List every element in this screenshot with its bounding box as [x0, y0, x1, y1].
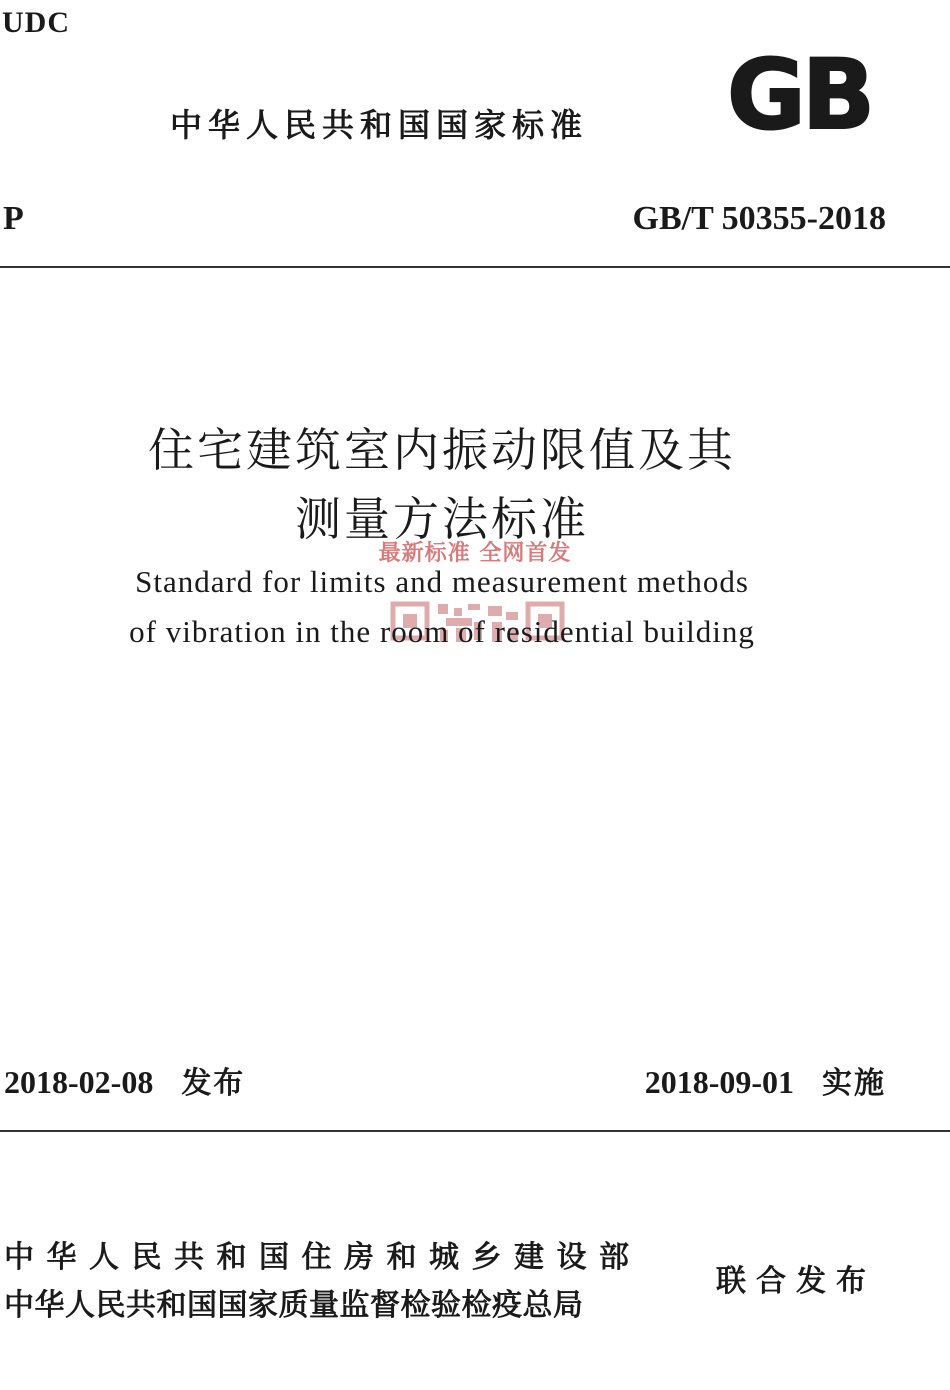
issuer-aqsiq: 中华人民共和国国家质量监督检验检疫总局 [4, 1288, 584, 1323]
implement-info [645, 1058, 886, 1102]
title-zh-line2: 测量方法标准 [295, 492, 589, 546]
title-zh-line1: 住宅建筑室内振动限值及其 [148, 423, 736, 477]
udc-label: UDC [2, 6, 70, 39]
watermark-text: 最新标准 全网首发 [378, 541, 572, 566]
title-en-line1: Standard for limits and measurement methods [135, 564, 749, 599]
title-en-line2: of vibration in the room of residential building [129, 614, 755, 649]
gb-logo [708, 48, 890, 140]
top-divider [0, 266, 950, 268]
classification-code: P [3, 200, 24, 237]
publish-label: 发布 [181, 1066, 246, 1101]
implement-date: 2018-09-01 [644, 1064, 794, 1100]
implement-label: 实施 [822, 1066, 886, 1101]
bottom-divider [0, 1130, 950, 1132]
issuer-ministry-housing: 中华人民共和国住房和城乡建设部 [4, 1240, 642, 1275]
joint-issue-label: 联合发布 [716, 1264, 876, 1299]
gb-logo-text: GB [727, 48, 871, 140]
standard-number: GB/T 50355-2018 [632, 200, 886, 237]
national-standard-heading: 中华人民共和国国家标准 [170, 106, 589, 144]
publish-info [4, 1058, 245, 1102]
publish-date: 2018-02-08 [4, 1064, 154, 1100]
